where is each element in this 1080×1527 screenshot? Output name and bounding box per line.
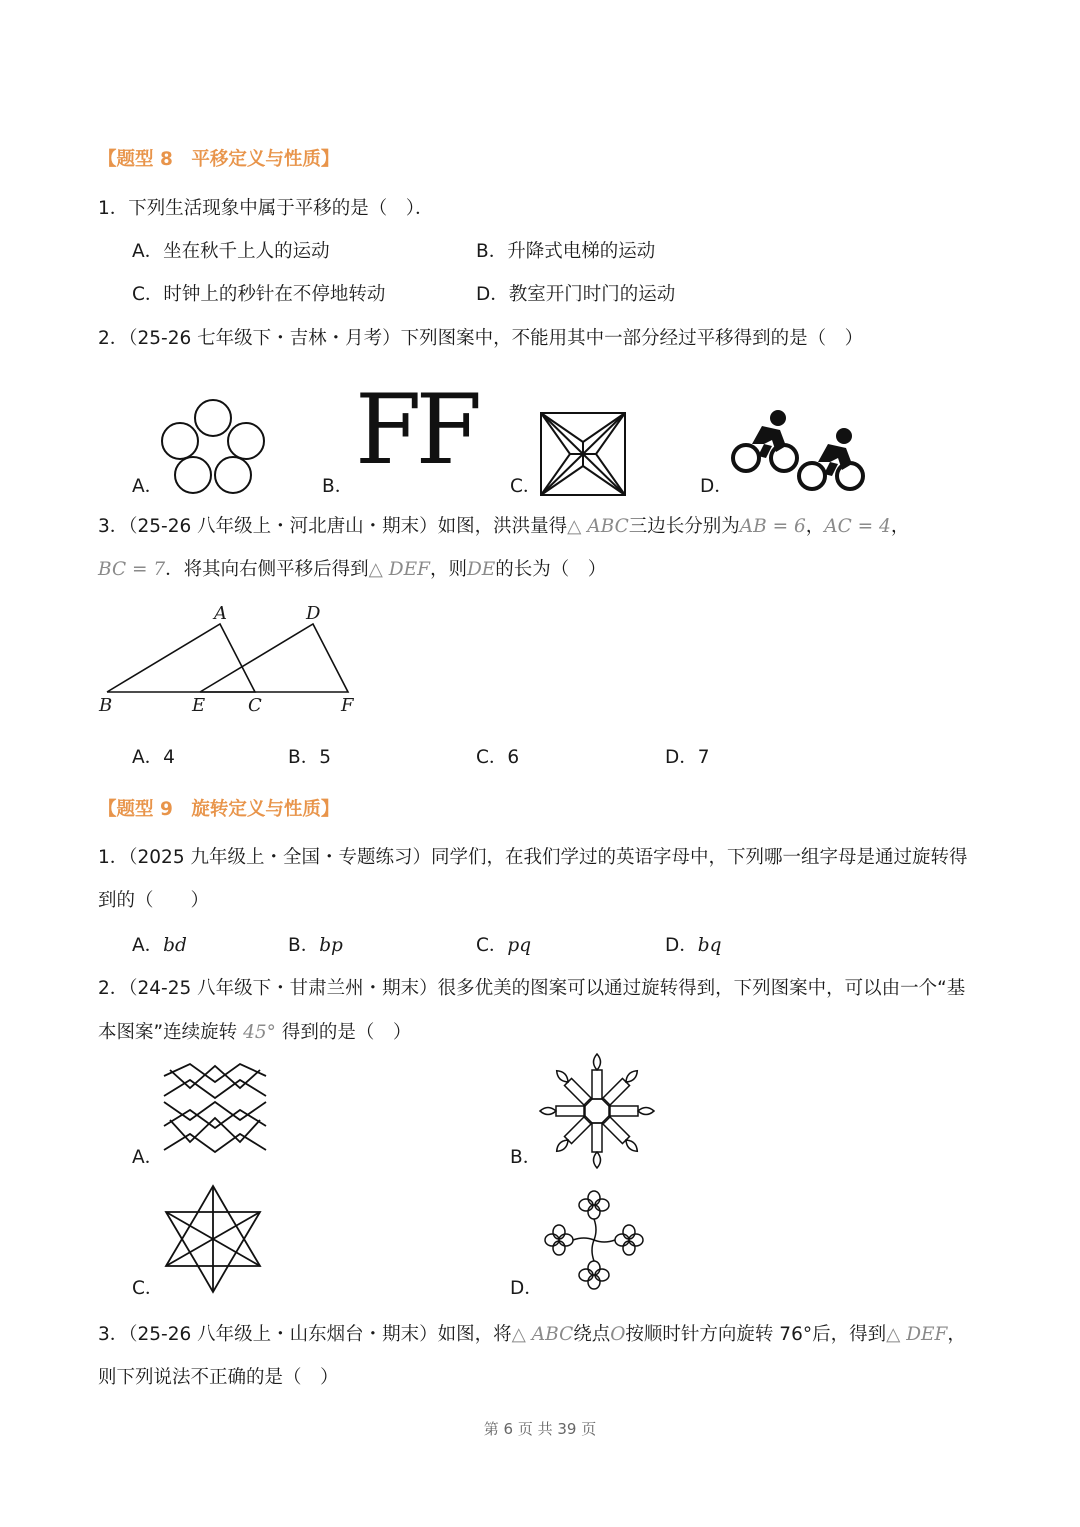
figure-candle-star (538, 1052, 658, 1166)
s8-q3-comma-2: ， (890, 516, 910, 537)
s8-q1-option-c: C．时钟上的秒针在不停地转动 (132, 284, 386, 305)
s8-q1-option-b: B．升降式电梯的运动 (476, 241, 656, 262)
s8-q3-text-1: 3．（25-26 八年级上・河北唐山・期末）如图，洪洪量得 (98, 516, 568, 537)
section-9-title: 【题型 9 旋转定义与性质】 (98, 799, 340, 820)
s9-q1-stem-line1: 1．（2025 九年级上・全国・专题练习）同学们，在我们学过的英语字母中，下列哪一组字母是通过旋转得 (98, 847, 968, 868)
s8-q3-bc: BC = 7 (98, 559, 166, 580)
s9-q1-option-c (476, 933, 531, 959)
s9-q1-option-d-prefix: D． (665, 935, 698, 956)
s9-q2-stem-line1: 2．（24-25 八年级下・甘肃兰州・期末）很多优美的图案可以通过旋转得到，下列图案中，可以由一个“基 (98, 978, 966, 999)
point-label-c: C (248, 695, 262, 716)
s8-q1-option-d: D．教室开门时门的运动 (476, 284, 676, 305)
s9-q3-triangle-abc: △ ABC (511, 1324, 574, 1345)
figure-ff-letters: FF (355, 374, 477, 486)
s8-q3-triangle-def: △ DEF (368, 559, 430, 580)
figure-translated-triangles (95, 600, 375, 720)
s8-q3-text-5: 的长为（ ） (495, 559, 607, 580)
s9-q2-label-a: A． (132, 1147, 164, 1168)
s8-q2-label-c: C． (510, 476, 542, 497)
s9-q3-text-3: 按顺时针方向旋转 76°后，得到 (625, 1324, 887, 1345)
point-label-e: E (192, 695, 206, 716)
s9-q1-option-b-value: bp (319, 935, 343, 956)
s9-q1-option-a-prefix: A． (132, 935, 164, 956)
s8-q2-label-d: D． (700, 476, 733, 497)
page-footer: 第 6 页 共 39 页 (483, 1420, 597, 1438)
s9-q2-angle: 45° (243, 1022, 276, 1043)
s8-q1-option-a: A．坐在秋千上人的运动 (132, 241, 330, 262)
s8-q3-ab: AB = 6 (739, 516, 806, 537)
figure-zigzag (160, 1062, 270, 1164)
s8-q3-option-b: B．5 (288, 747, 331, 768)
s8-q2-stem: 2．（25-26 七年级下・吉林・月考）下列图案中，不能用其中一部分经过平移得到的是（ ） (98, 328, 864, 349)
s8-q3-text-3: ．将其向右侧平移后得到 (165, 559, 369, 580)
s9-q1-option-c-value: pq (507, 935, 532, 956)
s9-q1-option-d-value: bq (697, 935, 722, 956)
s9-q3-text-4: ， (947, 1324, 966, 1345)
s9-q2-text-a: 本图案”连续旋转 (98, 1022, 238, 1043)
s9-q1-option-b-prefix: B． (288, 935, 320, 956)
s8-q3-triangle-abc: △ ABC (567, 516, 629, 537)
figure-rhombus-star (160, 1184, 266, 1294)
s8-q1-stem: 1．下列生活现象中属于平移的是（ ）． (98, 198, 434, 219)
point-label-d: D (306, 603, 321, 624)
figure-cyclists (728, 404, 870, 496)
s9-q3-point-o: O (610, 1324, 626, 1345)
s9-q1-option-b (288, 933, 343, 959)
s9-q3-text-2: 绕点 (573, 1324, 611, 1345)
s9-q3-stem-line2: 则下列说法不正确的是（ ） (98, 1367, 339, 1388)
s9-q2-label-b: B． (510, 1147, 542, 1168)
s9-q1-option-c-prefix: C． (476, 935, 508, 956)
point-label-f: F (341, 695, 354, 716)
s8-q3-comma-1: ， (805, 516, 825, 537)
s9-q1-option-a (132, 933, 187, 959)
s8-q3-text-4: ，则 (429, 559, 467, 580)
point-label-b: B (99, 695, 113, 716)
s8-q3-option-d: D．7 (665, 747, 710, 768)
s8-q3-text-2: 三边长分别为 (628, 516, 740, 537)
s9-q3-triangle-def: △ DEF (886, 1324, 948, 1345)
s8-q2-label-b: B． (322, 476, 354, 497)
s9-q2-label-c: C． (132, 1278, 164, 1299)
s9-q2-text-b: 得到的是（ ） (281, 1022, 412, 1043)
figure-five-circles (160, 398, 266, 496)
section-8-title: 【题型 8 平移定义与性质】 (98, 149, 340, 170)
s9-q1-option-d (665, 933, 721, 959)
s9-q3-text-1: 3．（25-26 八年级上・山东烟台・期末）如图，将 (98, 1324, 512, 1345)
s8-q3-stem-line1 (98, 514, 909, 540)
s8-q2-label-a: A． (132, 476, 164, 497)
s8-q3-option-c: C．6 (476, 747, 520, 768)
figure-clovers (540, 1188, 652, 1292)
s8-q3-ac: AC = 4 (824, 516, 891, 537)
s9-q1-stem-line2: 到的（ ） (98, 890, 210, 911)
s9-q2-stem-line2 (98, 1020, 411, 1046)
s9-q2-label-d: D． (510, 1278, 543, 1299)
s8-q3-stem-line2 (98, 557, 606, 583)
s9-q1-option-a-value: bd (163, 935, 187, 956)
s9-q3-stem-line1 (98, 1322, 966, 1348)
s8-q3-de: DE (466, 559, 496, 580)
s8-q3-option-a: A．4 (132, 747, 175, 768)
figure-x-rhombus (540, 412, 626, 496)
point-label-a: A (214, 603, 227, 624)
